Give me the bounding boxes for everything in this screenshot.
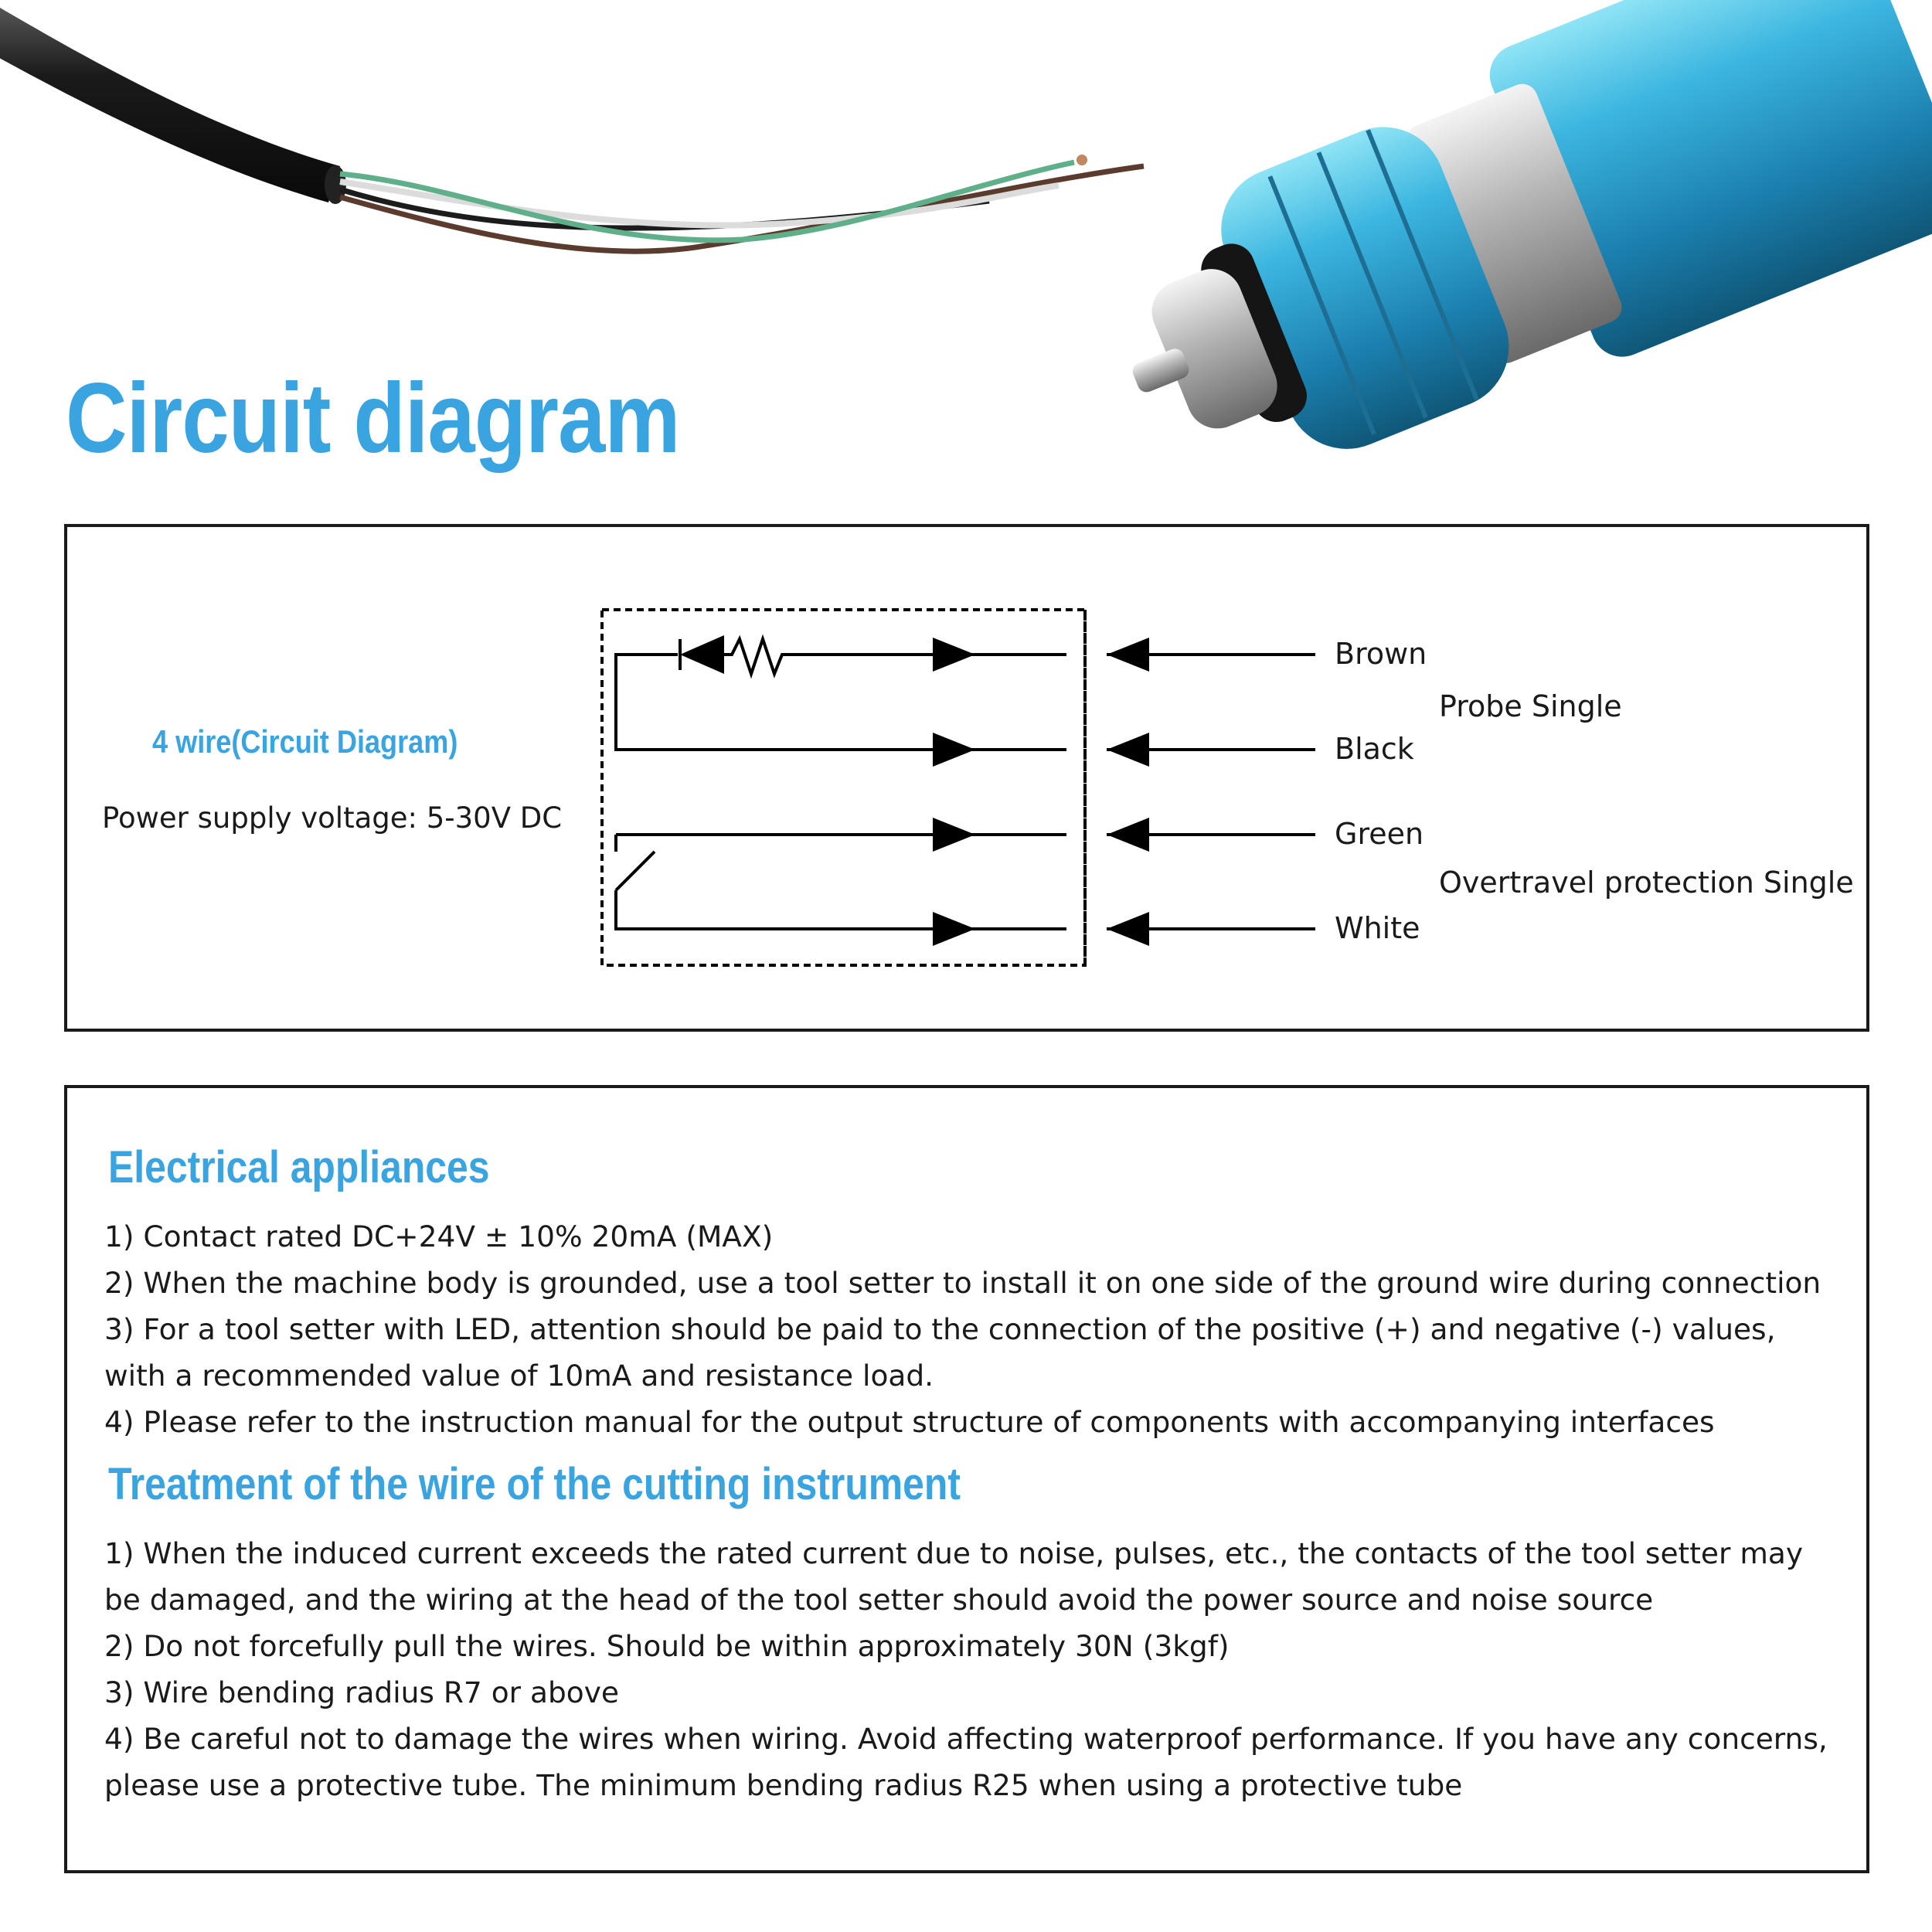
information-panel bbox=[64, 1085, 1869, 1873]
wire-label-brown: Brown bbox=[1335, 637, 1427, 671]
arrow-white-out bbox=[1107, 912, 1149, 946]
section-heading-treatment: Treatment of the wire of the cutting instrument bbox=[108, 1459, 961, 1509]
cable-photo bbox=[0, 0, 1159, 294]
switch-lower-lead bbox=[616, 890, 1066, 929]
dashed-enclosure bbox=[602, 610, 1085, 965]
resistor bbox=[724, 639, 1066, 674]
wire-label-green: Green bbox=[1335, 817, 1424, 851]
list-item: 4) Be careful not to damage the wires when wiring. Avoid affecting waterproof performance. If you have any concerns, please use a protective tube. The minimum bending radius R25 when using a protective tube bbox=[104, 1722, 1828, 1802]
circuit-schematic bbox=[67, 527, 1868, 1029]
list-item: 4) Please refer to the instruction manual for the output structure of components with accompanying interfaces bbox=[104, 1405, 1715, 1439]
tool-setter-photo bbox=[1121, 0, 1932, 495]
probe-circuit-loop bbox=[616, 655, 678, 706]
list-item: 3) Wire bending radius R7 or above bbox=[104, 1675, 619, 1709]
power-supply-voltage: Power supply voltage: 5-30V DC bbox=[102, 801, 563, 835]
normally-closed-switch bbox=[616, 835, 655, 890]
section-heading-electrical: Electrical appliances bbox=[108, 1142, 490, 1192]
arrow-brown-out bbox=[1107, 638, 1149, 672]
arrow-black-in bbox=[933, 733, 975, 767]
arrow-black-out bbox=[1107, 733, 1149, 767]
treatment-list bbox=[104, 1530, 1835, 1808]
list-item: 2) When the machine body is grounded, use a tool setter to install it on one side of the ground wire during connection bbox=[104, 1266, 1821, 1300]
probe-circuit-bottom bbox=[616, 706, 1066, 750]
wire-white-strand bbox=[340, 182, 1059, 226]
wire-tip bbox=[1077, 155, 1087, 165]
arrow-green-out bbox=[1107, 818, 1149, 852]
electrical-list bbox=[104, 1213, 1835, 1445]
wire-label-black: Black bbox=[1335, 732, 1414, 766]
list-item: 3) For a tool setter with LED, attention should be paid to the connection of the positive (+) and negative (-) values, with a recommended value of 10mA and resistance load. bbox=[104, 1312, 1776, 1393]
diode-triangle bbox=[680, 635, 724, 674]
arrow-green-in bbox=[933, 818, 975, 852]
list-item: 1) When the induced current exceeds the rated current due to noise, pulses, etc., the contacts of the tool setter may be damaged, and the wiring at the head of the tool setter should avoid the power source and noise source bbox=[104, 1536, 1804, 1617]
overtravel-bottom bbox=[616, 890, 1066, 929]
circuit-diagram-panel bbox=[64, 524, 1869, 1032]
diagram-title: 4 wire(Circuit Diagram) bbox=[152, 723, 458, 760]
wire-label-white: White bbox=[1335, 911, 1420, 945]
list-item: 1) Contact rated DC+24V ± 10% 20mA (MAX) bbox=[104, 1219, 774, 1253]
group-label-probe: Probe Single bbox=[1439, 689, 1622, 723]
group-label-overtravel: Overtravel protection Single bbox=[1439, 866, 1854, 900]
arrow-brown-in bbox=[933, 638, 975, 672]
cable-jacket bbox=[0, 8, 340, 202]
list-item: 2) Do not forcefully pull the wires. Should be within approximately 30N (3kgf) bbox=[104, 1629, 1230, 1663]
arrow-white-in bbox=[933, 912, 975, 946]
page-title: Circuit diagram bbox=[66, 363, 680, 474]
